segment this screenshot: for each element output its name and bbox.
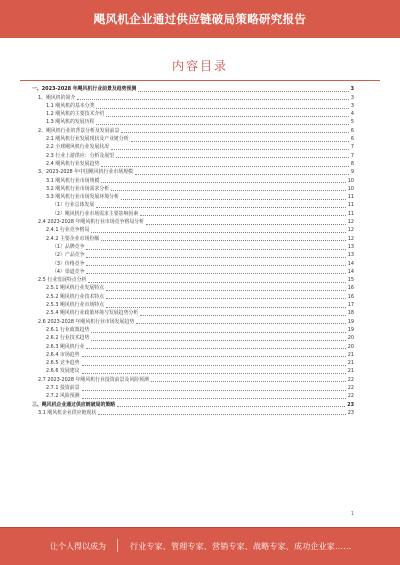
toc-entry-title: 2.6 2023-2028 年飓风机行业市场发展趋势: [38, 318, 135, 325]
toc-entry-title: （4）渠道竞争: [52, 268, 85, 275]
toc-entry-title: 1、飓风机的简介: [38, 94, 76, 101]
toc-entry-page: 20: [347, 343, 354, 350]
dot-leader: [121, 199, 346, 200]
toc-entry-page: 6: [350, 136, 354, 143]
toc-entry-title: （1）行业总体发展: [52, 202, 95, 209]
toc-entry-page: 6: [350, 127, 354, 134]
toc-entry-page: 23: [347, 401, 354, 408]
dot-leader: [138, 91, 348, 92]
toc-entry[interactable]: [32, 409, 354, 417]
toc-entry-page: 13: [347, 243, 354, 250]
toc-entry[interactable]: [32, 400, 354, 408]
dot-leader: [106, 290, 346, 291]
report-title: 飓风机企业通过供应链破局策略研究报告: [93, 12, 307, 26]
toc-entry-page: 21: [347, 368, 354, 375]
dot-leader: [106, 307, 346, 308]
toc-entry-page: 7: [350, 144, 354, 151]
toc-entry[interactable]: [32, 85, 354, 93]
dot-leader: [86, 249, 345, 250]
toc-entry-title: 2.6.6 发展建议: [46, 368, 80, 375]
toc-entry-title: 2.2 全球飓风机行业发展状况: [46, 144, 110, 151]
toc-entry-page: 19: [347, 318, 354, 325]
toc-entry[interactable]: [32, 110, 354, 118]
toc-entry[interactable]: [32, 375, 354, 383]
dot-leader: [106, 116, 349, 117]
footer-separator: [117, 539, 118, 552]
toc-entry[interactable]: [32, 284, 354, 292]
toc-entry[interactable]: [32, 234, 354, 242]
table-of-contents: [32, 85, 354, 417]
toc-entry[interactable]: [32, 384, 354, 392]
toc-entry[interactable]: [32, 359, 354, 367]
dot-leader: [140, 315, 346, 316]
dot-leader: [82, 356, 346, 357]
dot-leader: [88, 282, 345, 283]
dot-leader: [86, 265, 345, 266]
dot-leader: [140, 215, 346, 216]
toc-entry-title: 3.1 飓风机行业市场规模: [46, 177, 100, 184]
dot-leader: [82, 373, 346, 374]
dot-leader: [111, 149, 349, 150]
toc-entry-title: 2.6.4 市场趋势: [46, 351, 80, 358]
toc-entry[interactable]: [32, 102, 354, 110]
toc-entry[interactable]: [32, 301, 354, 309]
footer-divider: [0, 527, 400, 528]
toc-entry-title: 3、2023-2028 年中国飓风机行业市场规模: [38, 169, 133, 176]
dot-leader: [101, 240, 346, 241]
toc-entry-page: 16: [347, 293, 354, 300]
dot-leader: [131, 141, 349, 142]
dot-leader: [98, 414, 346, 415]
toc-entry[interactable]: [32, 93, 354, 101]
toc-entry[interactable]: [32, 342, 354, 350]
toc-entry-title: 3.3 飓风机行业市场发展环境分析: [46, 194, 119, 201]
dot-leader: [116, 157, 349, 158]
dot-leader: [101, 182, 345, 183]
toc-entry-page: 4: [350, 111, 354, 118]
toc-entry[interactable]: [32, 243, 354, 251]
toc-entry-title: 2.5.4 飓风机行业政策环境与发展趋势分析: [46, 310, 139, 317]
toc-entry[interactable]: [32, 251, 354, 259]
toc-entry-page: 5: [350, 119, 354, 126]
dot-leader: [91, 332, 345, 333]
toc-entry-title: 2.4 飓风机行业发展趋势: [46, 160, 100, 167]
dot-leader: [121, 132, 349, 133]
dot-leader: [96, 124, 348, 125]
toc-entry-page: 13: [347, 252, 354, 259]
toc-entry-title: 2.4.1 行业竞争格局: [46, 227, 90, 234]
toc-entry[interactable]: [32, 151, 354, 159]
toc-entry[interactable]: [32, 176, 354, 184]
dot-leader: [135, 174, 349, 175]
toc-entry-title: 1.2 飓风机的主要技术介绍: [46, 111, 105, 118]
toc-entry[interactable]: [32, 292, 354, 300]
toc-entry-page: 10: [347, 185, 354, 192]
toc-entry-title: 2.7.1 投资前景: [46, 384, 80, 391]
toc-entry-page: 11: [347, 202, 354, 209]
toc-entry-title: （3）价格竞争: [52, 260, 85, 267]
toc-heading: 内容目录: [171, 59, 228, 73]
toc-entry[interactable]: [32, 118, 354, 126]
dot-leader: [82, 365, 346, 366]
toc-entry[interactable]: [32, 143, 354, 151]
toc-entry[interactable]: [32, 126, 354, 134]
toc-entry-page: 3: [350, 102, 354, 109]
dot-leader: [86, 348, 345, 349]
toc-entry-title: （1）品牌竞争: [52, 243, 85, 250]
toc-entry[interactable]: [32, 185, 354, 193]
toc-entry-title: 2.6.3 飓风机行业: [46, 343, 85, 350]
toc-entry[interactable]: [32, 160, 354, 168]
toc-entry-title: 2.6.1 行业政策趋势: [46, 326, 90, 333]
toc-entry-page: 22: [347, 376, 354, 383]
toc-entry-title: 三、飓风机企业通过供应链破局的策略: [32, 401, 116, 408]
toc-entry-title: 一、2023-2028 年飓风机行业前景及趋势预测: [32, 86, 137, 93]
dot-leader: [151, 381, 346, 382]
dot-leader: [106, 298, 346, 299]
toc-entry-title: 2、飓风机行业的背景分析及发展前景: [38, 127, 120, 134]
dot-leader: [91, 232, 345, 233]
toc-entry-page: 21: [347, 360, 354, 367]
toc-entry[interactable]: [32, 226, 354, 234]
toc-entry-page: 21: [347, 351, 354, 358]
toc-entry[interactable]: [32, 367, 354, 375]
toc-entry[interactable]: [32, 259, 354, 267]
toc-entry-page: 18: [347, 310, 354, 317]
toc-entry-title: 2.5.3 飓风机行业市场特点: [46, 302, 105, 309]
toc-entry[interactable]: [32, 309, 354, 317]
toc-entry-page: 17: [347, 302, 354, 309]
dot-leader: [96, 207, 346, 208]
dot-leader: [101, 166, 349, 167]
dot-leader: [136, 323, 346, 324]
toc-entry[interactable]: [32, 268, 354, 276]
toc-entry-title: 2.4 2023-2028 年飓风机行业市场竞争格局分析: [38, 219, 145, 226]
toc-entry[interactable]: [32, 326, 354, 334]
dot-leader: [86, 257, 345, 258]
toc-entry-title: 3.1 飓风机企业供应链现状: [38, 409, 97, 416]
toc-entry-title: 3.2 飓风机行业市场需求分析: [46, 185, 110, 192]
toc-entry-page: 14: [347, 260, 354, 267]
toc-entry-page: 8: [350, 160, 354, 167]
toc-entry[interactable]: [32, 351, 354, 359]
toc-entry-title: 2.6.2 行业技术趋势: [46, 335, 90, 342]
toc-entry-title: 2.7.2 风险预测: [46, 393, 80, 400]
toc-entry-title: 1.3 飓风机的发展历程: [46, 119, 95, 126]
toc-entry-title: 2.5.2 飓风机行业技术特点: [46, 293, 105, 300]
dot-leader: [91, 340, 345, 341]
toc-entry-title: （2）产品竞争: [52, 252, 85, 259]
dot-leader: [86, 273, 345, 274]
heading-divider: [20, 80, 380, 81]
toc-entry[interactable]: [32, 168, 354, 176]
toc-entry-title: 2.5.1 飓风机行业发展特点: [46, 285, 105, 292]
dot-leader: [96, 108, 348, 109]
toc-entry-page: 7: [350, 152, 354, 159]
toc-entry-page: 22: [347, 384, 354, 391]
toc-entry-title: 2.1 飓风机行业发展现状及产业链分析: [46, 136, 129, 143]
toc-entry[interactable]: [32, 218, 354, 226]
dot-leader: [82, 398, 346, 399]
toc-entry-page: 15: [347, 277, 354, 284]
page-number: 1: [350, 511, 354, 517]
toc-entry-page: 19: [347, 326, 354, 333]
toc-entry-page: 10: [347, 177, 354, 184]
toc-entry-title: 1.1 飓风机的基本分类: [46, 102, 95, 109]
toc-entry-page: 20: [347, 335, 354, 342]
toc-entry[interactable]: [32, 317, 354, 325]
dot-leader: [146, 224, 346, 225]
toc-entry-title: 2.6.5 竞争趋势: [46, 360, 80, 367]
dot-leader: [117, 406, 345, 407]
toc-entry-page: 11: [347, 210, 354, 217]
toc-entry-page: 12: [347, 235, 354, 242]
toc-entry-title: 2.3 行业上游供应：分析及展望: [46, 152, 115, 159]
footer-slogan: 让个人得以成为: [50, 542, 106, 551]
toc-entry-page: 9: [350, 169, 354, 176]
toc-entry[interactable]: [32, 193, 354, 201]
toc-entry-title: 2.5 行业发展特点分析: [38, 277, 87, 284]
toc-entry-title: 2.7 2023-2028 年飓风机行业投资前景及风险预测: [38, 376, 149, 383]
dot-leader: [82, 390, 346, 391]
toc-entry-page: 3: [350, 86, 354, 93]
toc-entry-title: 2.4.2 主要企业市场份额: [46, 235, 100, 242]
dot-leader: [111, 190, 346, 191]
toc-entry[interactable]: [32, 201, 354, 209]
toc-entry[interactable]: [32, 334, 354, 342]
footer-tagline: 行业专家、管理专家、营销专家、战略专家、成功企业家……: [130, 542, 352, 551]
toc-entry-page: 14: [347, 268, 354, 275]
toc-entry-page: 11: [347, 194, 354, 201]
toc-entry-page: 22: [347, 393, 354, 400]
toc-entry[interactable]: [32, 209, 354, 217]
toc-entry-page: 3: [350, 94, 354, 101]
toc-entry-page: 12: [347, 219, 354, 226]
toc-entry-page: 16: [347, 285, 354, 292]
dot-leader: [77, 99, 349, 100]
toc-entry-page: 23: [347, 409, 354, 416]
toc-entry-title: （2）飓风机行业市场需求主要影响因素: [52, 210, 139, 217]
toc-entry[interactable]: [32, 276, 354, 284]
toc-entry[interactable]: [32, 392, 354, 400]
top-banner: [0, 0, 400, 38]
toc-entry-page: 12: [347, 227, 354, 234]
toc-entry[interactable]: [32, 135, 354, 143]
